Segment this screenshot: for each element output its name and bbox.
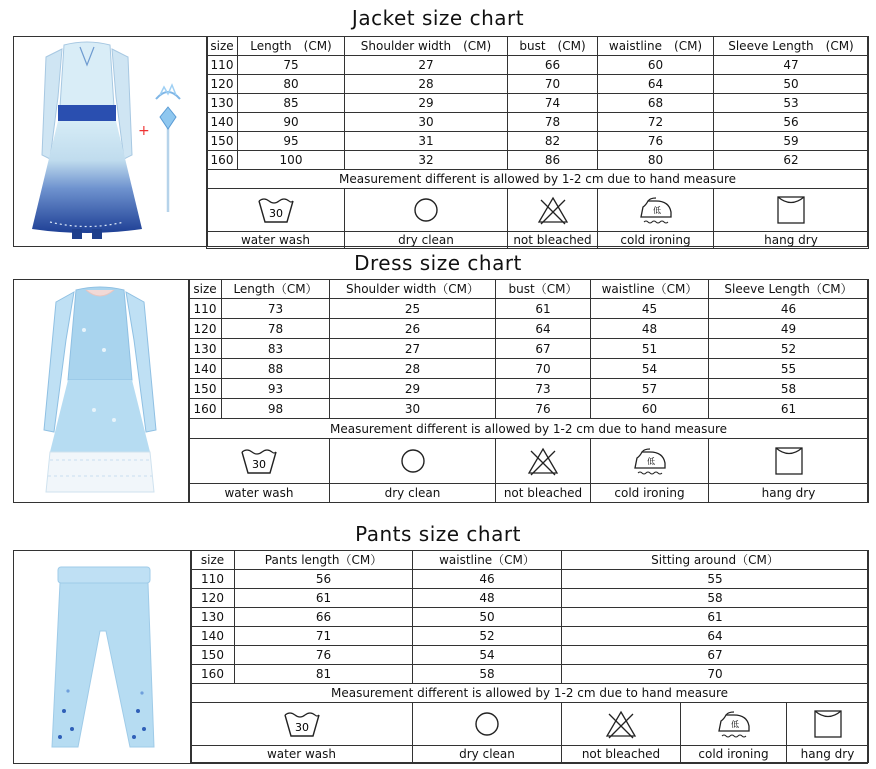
table-cell: 64 bbox=[562, 627, 869, 646]
table-cell: 61 bbox=[709, 399, 869, 419]
care-labels-row bbox=[207, 232, 869, 249]
table-cell: 150 bbox=[189, 379, 222, 399]
care-label: dry clean bbox=[330, 484, 496, 503]
table-cell: 56 bbox=[714, 113, 869, 132]
care-label: dry clean bbox=[413, 746, 562, 763]
table-cell: 51 bbox=[591, 339, 709, 359]
table-cell: 28 bbox=[345, 75, 508, 94]
table-cell: 120 bbox=[189, 319, 222, 339]
care-iron-cell bbox=[591, 439, 709, 484]
table-cell: 86 bbox=[508, 151, 598, 170]
table-cell: 150 bbox=[207, 132, 238, 151]
table-row bbox=[207, 94, 869, 113]
header-cell: size bbox=[191, 551, 235, 570]
jacket-size-table bbox=[206, 36, 869, 249]
table-cell: 58 bbox=[709, 379, 869, 399]
table-cell: 54 bbox=[591, 359, 709, 379]
table-cell: 70 bbox=[562, 665, 869, 684]
care-label: not bleached bbox=[508, 232, 598, 249]
table-cell: 49 bbox=[709, 319, 869, 339]
not-bleached-icon bbox=[604, 709, 638, 739]
table-cell: 76 bbox=[598, 132, 714, 151]
table-cell: 140 bbox=[191, 627, 235, 646]
table-cell: 32 bbox=[345, 151, 508, 170]
header-cell: Length (CM) bbox=[238, 37, 345, 56]
table-cell: 160 bbox=[189, 399, 222, 419]
table-cell: 54 bbox=[413, 646, 562, 665]
pants-illustration bbox=[14, 551, 191, 763]
table-cell: 31 bbox=[345, 132, 508, 151]
care-icons-row bbox=[189, 439, 869, 484]
table-cell: 29 bbox=[345, 94, 508, 113]
water-wash-icon bbox=[256, 195, 296, 225]
table-cell: 61 bbox=[496, 299, 591, 319]
table-cell: 73 bbox=[222, 299, 330, 319]
table-row bbox=[191, 570, 869, 589]
dress-product-image bbox=[14, 280, 190, 502]
table-row bbox=[189, 379, 869, 399]
care-bleach-cell bbox=[508, 189, 598, 232]
table-cell: 78 bbox=[508, 113, 598, 132]
care-label: water wash bbox=[207, 232, 345, 249]
table-cell: 90 bbox=[238, 113, 345, 132]
table-cell: 57 bbox=[591, 379, 709, 399]
table-cell: 100 bbox=[238, 151, 345, 170]
table-row bbox=[207, 151, 869, 170]
table-cell: 88 bbox=[222, 359, 330, 379]
care-label: dry clean bbox=[345, 232, 508, 249]
svg-text:低: 低 bbox=[652, 206, 661, 215]
svg-text:30: 30 bbox=[268, 207, 283, 220]
table-cell: 82 bbox=[508, 132, 598, 151]
table-cell: 48 bbox=[413, 589, 562, 608]
table-cell: 130 bbox=[191, 608, 235, 627]
table-cell: 29 bbox=[330, 379, 496, 399]
header-cell: waistline (CM) bbox=[598, 37, 714, 56]
table-row bbox=[191, 646, 869, 665]
header-cell: bust（CM） bbox=[496, 280, 591, 299]
care-bleach-cell bbox=[562, 703, 681, 746]
care-label: water wash bbox=[189, 484, 330, 503]
header-cell: Shoulder width（CM） bbox=[330, 280, 496, 299]
cold-ironing-icon bbox=[714, 709, 754, 739]
svg-text:低: 低 bbox=[730, 720, 739, 729]
table-cell: 48 bbox=[591, 319, 709, 339]
care-wash-cell bbox=[189, 439, 330, 484]
table-cell: 76 bbox=[235, 646, 413, 665]
table-cell: 58 bbox=[562, 589, 869, 608]
care-labels-row bbox=[189, 484, 869, 503]
table-cell: 120 bbox=[191, 589, 235, 608]
care-label: cold ironing bbox=[591, 484, 709, 503]
care-dry-cell bbox=[330, 439, 496, 484]
care-labels-row bbox=[191, 746, 869, 763]
care-bleach-cell bbox=[496, 439, 591, 484]
dry-clean-icon bbox=[472, 709, 502, 739]
header-cell: waistline（CM） bbox=[413, 551, 562, 570]
table-cell: 27 bbox=[345, 56, 508, 75]
table-cell: 67 bbox=[562, 646, 869, 665]
table-cell: 85 bbox=[238, 94, 345, 113]
table-row bbox=[207, 75, 869, 94]
table-cell: 130 bbox=[189, 339, 222, 359]
hang-dry-icon bbox=[812, 708, 844, 740]
table-cell: 58 bbox=[413, 665, 562, 684]
table-cell: 55 bbox=[562, 570, 869, 589]
table-cell: 130 bbox=[207, 94, 238, 113]
table-cell: 47 bbox=[714, 56, 869, 75]
table-cell: 66 bbox=[508, 56, 598, 75]
table-row bbox=[191, 665, 869, 684]
measurement-note: Measurement different is allowed by 1-2 cm due to hand measure bbox=[207, 170, 869, 189]
svg-text:30: 30 bbox=[294, 721, 309, 734]
table-cell: 52 bbox=[413, 627, 562, 646]
table-cell: 64 bbox=[496, 319, 591, 339]
measurement-note: Measurement different is allowed by 1-2 cm due to hand measure bbox=[191, 684, 869, 703]
svg-text:+: + bbox=[138, 123, 150, 139]
table-cell: 140 bbox=[207, 113, 238, 132]
table-cell: 74 bbox=[508, 94, 598, 113]
table-cell: 80 bbox=[238, 75, 345, 94]
table-cell: 76 bbox=[496, 399, 591, 419]
jacket-dress-illustration bbox=[14, 37, 207, 246]
table-cell: 93 bbox=[222, 379, 330, 399]
table-cell: 60 bbox=[598, 56, 714, 75]
table-row bbox=[189, 319, 869, 339]
table-cell: 70 bbox=[508, 75, 598, 94]
care-label: hang dry bbox=[787, 746, 869, 763]
care-dry-cell bbox=[413, 703, 562, 746]
table-row bbox=[189, 359, 869, 379]
measurement-note: Measurement different is allowed by 1-2 cm due to hand measure bbox=[189, 419, 869, 439]
pants-title: Pants size chart bbox=[355, 522, 521, 546]
table-cell: 45 bbox=[591, 299, 709, 319]
table-cell: 68 bbox=[598, 94, 714, 113]
table-cell: 110 bbox=[191, 570, 235, 589]
table-cell: 110 bbox=[189, 299, 222, 319]
table-cell: 71 bbox=[235, 627, 413, 646]
table-cell: 55 bbox=[709, 359, 869, 379]
table-cell: 59 bbox=[714, 132, 869, 151]
table-cell: 80 bbox=[598, 151, 714, 170]
header-cell: Length（CM） bbox=[222, 280, 330, 299]
header-cell: Sleeve Length (CM) bbox=[714, 37, 869, 56]
water-wash-icon bbox=[282, 709, 322, 739]
table-cell: 50 bbox=[413, 608, 562, 627]
table-cell: 67 bbox=[496, 339, 591, 359]
care-hang-cell bbox=[709, 439, 869, 484]
table-cell: 30 bbox=[345, 113, 508, 132]
table-row bbox=[189, 399, 869, 419]
table-cell: 160 bbox=[207, 151, 238, 170]
table-cell: 61 bbox=[235, 589, 413, 608]
table-cell: 98 bbox=[222, 399, 330, 419]
table-cell: 52 bbox=[709, 339, 869, 359]
table-cell: 27 bbox=[330, 339, 496, 359]
table-header-row bbox=[191, 551, 869, 570]
table-cell: 110 bbox=[207, 56, 238, 75]
dry-clean-icon bbox=[398, 446, 428, 476]
header-cell: Pants length（CM） bbox=[235, 551, 413, 570]
table-cell: 160 bbox=[191, 665, 235, 684]
dress-size-table bbox=[188, 279, 869, 503]
table-cell: 83 bbox=[222, 339, 330, 359]
care-icons-row bbox=[191, 703, 869, 746]
table-row bbox=[207, 132, 869, 151]
cold-ironing-icon bbox=[636, 195, 676, 225]
care-hang-cell bbox=[787, 703, 869, 746]
measurement-note-row bbox=[189, 419, 869, 439]
table-cell: 60 bbox=[591, 399, 709, 419]
hang-dry-icon bbox=[773, 445, 805, 477]
measurement-note-row bbox=[207, 170, 869, 189]
care-label: cold ironing bbox=[598, 232, 714, 249]
care-label: hang dry bbox=[714, 232, 869, 249]
care-wash-cell bbox=[207, 189, 345, 232]
table-cell: 95 bbox=[238, 132, 345, 151]
cold-ironing-icon bbox=[630, 446, 670, 476]
table-cell: 72 bbox=[598, 113, 714, 132]
table-row bbox=[191, 608, 869, 627]
not-bleached-icon bbox=[536, 195, 570, 225]
table-header-row bbox=[207, 37, 869, 56]
table-cell: 50 bbox=[714, 75, 869, 94]
header-cell: Sitting around（CM） bbox=[562, 551, 869, 570]
care-label: cold ironing bbox=[681, 746, 787, 763]
table-cell: 56 bbox=[235, 570, 413, 589]
hang-dry-icon bbox=[775, 194, 807, 226]
table-cell: 53 bbox=[714, 94, 869, 113]
table-cell: 28 bbox=[330, 359, 496, 379]
table-cell: 120 bbox=[207, 75, 238, 94]
table-cell: 46 bbox=[709, 299, 869, 319]
header-cell: size bbox=[207, 37, 238, 56]
header-cell: size bbox=[189, 280, 222, 299]
table-row bbox=[191, 627, 869, 646]
header-cell: Sleeve Length（CM） bbox=[709, 280, 869, 299]
table-row bbox=[189, 299, 869, 319]
table-cell: 30 bbox=[330, 399, 496, 419]
not-bleached-icon bbox=[526, 446, 560, 476]
care-label: water wash bbox=[191, 746, 413, 763]
svg-text:30: 30 bbox=[252, 458, 266, 471]
table-row bbox=[207, 113, 869, 132]
table-cell: 25 bbox=[330, 299, 496, 319]
table-cell: 150 bbox=[191, 646, 235, 665]
table-cell: 62 bbox=[714, 151, 869, 170]
water-wash-icon bbox=[239, 446, 279, 476]
dress-illustration bbox=[14, 280, 189, 502]
jacket-title: Jacket size chart bbox=[351, 6, 525, 30]
table-cell: 61 bbox=[562, 608, 869, 627]
header-cell: waistline（CM） bbox=[591, 280, 709, 299]
care-iron-cell bbox=[598, 189, 714, 232]
pants-size-table bbox=[190, 550, 869, 763]
table-header-row bbox=[189, 280, 869, 299]
header-cell: bust (CM) bbox=[508, 37, 598, 56]
table-cell: 140 bbox=[189, 359, 222, 379]
care-hang-cell bbox=[714, 189, 869, 232]
care-label: hang dry bbox=[709, 484, 869, 503]
table-cell: 70 bbox=[496, 359, 591, 379]
svg-text:低: 低 bbox=[646, 457, 655, 466]
pants-product-image bbox=[14, 551, 192, 763]
jacket-product-image bbox=[14, 37, 208, 246]
dress-title: Dress size chart bbox=[354, 251, 522, 275]
table-row bbox=[189, 339, 869, 359]
care-wash-cell bbox=[191, 703, 413, 746]
care-dry-cell bbox=[345, 189, 508, 232]
care-label: not bleached bbox=[562, 746, 681, 763]
table-cell: 66 bbox=[235, 608, 413, 627]
table-cell: 46 bbox=[413, 570, 562, 589]
table-row bbox=[207, 56, 869, 75]
header-cell: Shoulder width (CM) bbox=[345, 37, 508, 56]
table-cell: 26 bbox=[330, 319, 496, 339]
table-cell: 81 bbox=[235, 665, 413, 684]
measurement-note-row bbox=[191, 684, 869, 703]
table-cell: 75 bbox=[238, 56, 345, 75]
table-cell: 78 bbox=[222, 319, 330, 339]
table-cell: 64 bbox=[598, 75, 714, 94]
care-icons-row bbox=[207, 189, 869, 232]
care-iron-cell bbox=[681, 703, 787, 746]
care-label: not bleached bbox=[496, 484, 591, 503]
table-cell: 73 bbox=[496, 379, 591, 399]
table-row bbox=[191, 589, 869, 608]
dry-clean-icon bbox=[411, 195, 441, 225]
